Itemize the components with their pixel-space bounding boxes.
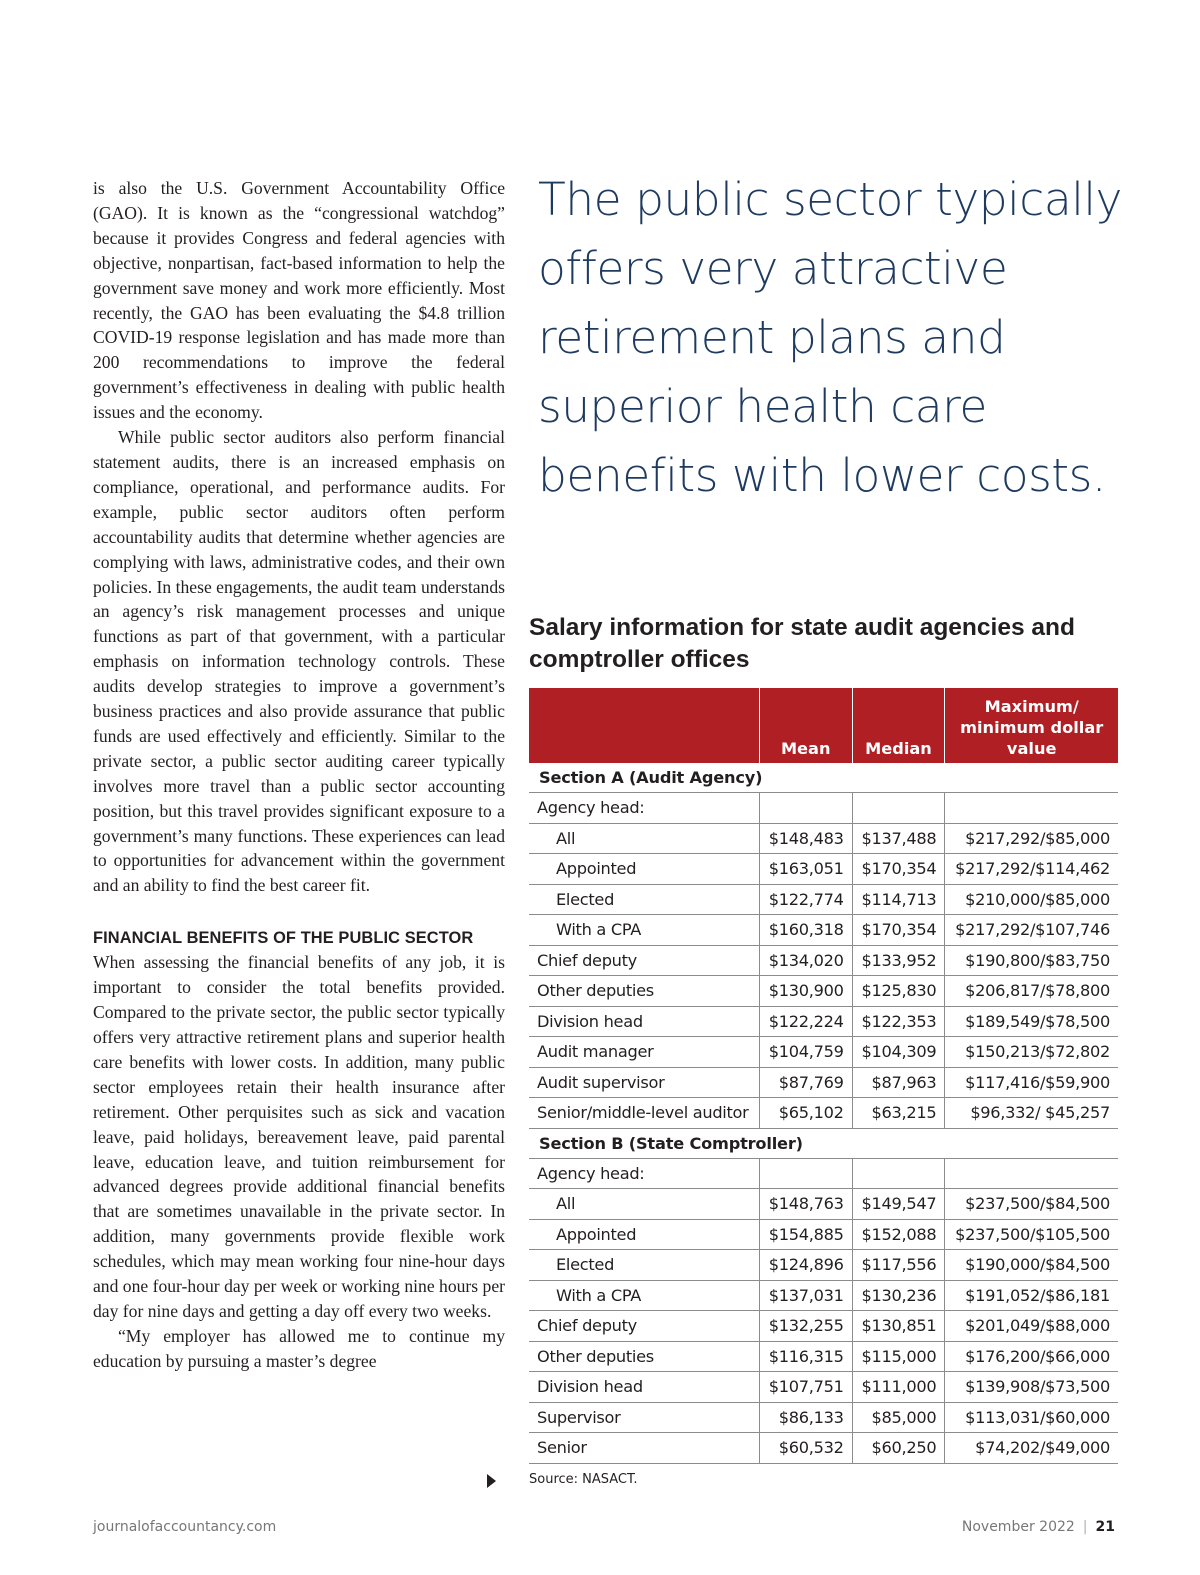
median-cell: $60,250 bbox=[852, 1433, 945, 1464]
section-row bbox=[529, 1128, 1118, 1158]
table-row bbox=[529, 945, 1118, 976]
table-header-row bbox=[529, 688, 1118, 763]
header-mean: Mean bbox=[759, 688, 852, 763]
mean-cell: $86,133 bbox=[759, 1402, 852, 1433]
median-cell: $115,000 bbox=[852, 1341, 945, 1372]
max-min-cell: $206,817/$78,800 bbox=[945, 976, 1118, 1007]
article-paragraph: While public sector auditors also perform financial statement audits, there is an increased emphasis on compliance, operational, and performance audits. For example, public sector auditors often perform accountability audits that determine whether agencies are complying with laws, administrative codes, and their own policies. In these engagements, the audit team understands an agency’s risk management processes and unique functions as part of that government, with a particular emphasis on information technology controls. These audits develop strategies to improve a government’s business practices and also provide assurance that public funds are used effectively and efficiently. Similar to the private sector, a public sector auditing career typically involves more travel than a public sector accounting position, but this travel provides significant exposure to a government’s many functions. These experiences can lead to opportunities for advancement within the government and an ability to find the best career fit. bbox=[93, 427, 505, 896]
article-paragraph: “My employer has allowed me to continue my education by pursuing a master’s degree bbox=[93, 1325, 505, 1371]
table-row bbox=[529, 1158, 1118, 1189]
max-min-cell: $217,292/$85,000 bbox=[945, 823, 1118, 854]
table-row bbox=[529, 1006, 1118, 1037]
table-row bbox=[529, 1250, 1118, 1281]
row-label: Other deputies bbox=[529, 1341, 759, 1372]
max-min-cell: $237,500/$105,500 bbox=[945, 1219, 1118, 1250]
max-min-cell: $210,000/$85,000 bbox=[945, 884, 1118, 915]
row-label: Audit supervisor bbox=[529, 1067, 759, 1098]
empty-cell bbox=[852, 793, 945, 824]
table-row bbox=[529, 1372, 1118, 1403]
mean-cell: $104,759 bbox=[759, 1037, 852, 1068]
table-row bbox=[529, 884, 1118, 915]
table-row bbox=[529, 1311, 1118, 1342]
max-min-cell: $139,908/$73,500 bbox=[945, 1372, 1118, 1403]
header-max-min: Maximum/ minimum dollar value bbox=[945, 688, 1118, 763]
max-min-cell: $191,052/$86,181 bbox=[945, 1280, 1118, 1311]
max-min-cell: $217,292/$114,462 bbox=[945, 854, 1118, 885]
row-label: Appointed bbox=[529, 854, 759, 885]
mean-cell: $122,774 bbox=[759, 884, 852, 915]
row-label: With a CPA bbox=[529, 915, 759, 946]
max-min-cell: $190,000/$84,500 bbox=[945, 1250, 1118, 1281]
median-cell: $63,215 bbox=[852, 1098, 945, 1129]
salary-table bbox=[529, 688, 1118, 1464]
median-cell: $117,556 bbox=[852, 1250, 945, 1281]
article-column bbox=[93, 176, 505, 1374]
table-row bbox=[529, 1433, 1118, 1464]
mean-cell: $116,315 bbox=[759, 1341, 852, 1372]
footer-page-info bbox=[962, 1519, 1115, 1535]
row-label: All bbox=[529, 1189, 759, 1220]
row-label: Agency head: bbox=[529, 1158, 759, 1189]
max-min-cell: $74,202/$49,000 bbox=[945, 1433, 1118, 1464]
table-row bbox=[529, 915, 1118, 946]
table-title: Salary information for state audit agencies and comptroller offices bbox=[529, 614, 1075, 673]
median-cell: $130,851 bbox=[852, 1311, 945, 1342]
footer-site: journalofaccountancy.com bbox=[93, 1519, 277, 1535]
mean-cell: $65,102 bbox=[759, 1098, 852, 1129]
table-row bbox=[529, 793, 1118, 824]
mean-cell: $87,769 bbox=[759, 1067, 852, 1098]
pull-quote: The public sector typically offers very attractive retirement plans and superior health care benefits with lower costs. bbox=[538, 173, 1122, 502]
section-title: Section B (State Comptroller) bbox=[529, 1128, 1118, 1158]
median-cell: $85,000 bbox=[852, 1402, 945, 1433]
mean-cell: $134,020 bbox=[759, 945, 852, 976]
continue-arrow-icon bbox=[487, 1474, 496, 1488]
table-row bbox=[529, 1098, 1118, 1129]
median-cell: $137,488 bbox=[852, 823, 945, 854]
table-row bbox=[529, 1189, 1118, 1220]
table-row bbox=[529, 823, 1118, 854]
row-label: Elected bbox=[529, 1250, 759, 1281]
table-row bbox=[529, 854, 1118, 885]
row-label: Other deputies bbox=[529, 976, 759, 1007]
article-paragraph: is also the U.S. Government Accountability Office (GAO). It is known as the “congressional watchdog” because it provides Congress and federal agencies with objective, nonpartisan, fact-based information to help the government save money and work more efficiently. Most recently, the GAO has been evaluating the $4.8 trillion COVID-19 response legislation and has made more than 200 recommendations to improve the federal government’s effectiveness in dealing with public health issues and the economy. bbox=[93, 178, 505, 423]
max-min-cell: $189,549/$78,500 bbox=[945, 1006, 1118, 1037]
header-median: Median bbox=[852, 688, 945, 763]
median-cell: $152,088 bbox=[852, 1219, 945, 1250]
table-row bbox=[529, 1402, 1118, 1433]
row-label: Supervisor bbox=[529, 1402, 759, 1433]
max-min-cell: $96,332/ $45,257 bbox=[945, 1098, 1118, 1129]
mean-cell: $148,483 bbox=[759, 823, 852, 854]
empty-cell bbox=[759, 1158, 852, 1189]
row-label: Audit manager bbox=[529, 1037, 759, 1068]
table-row bbox=[529, 1037, 1118, 1068]
row-label: Senior bbox=[529, 1433, 759, 1464]
median-cell: $87,963 bbox=[852, 1067, 945, 1098]
row-label: Appointed bbox=[529, 1219, 759, 1250]
header-label bbox=[529, 688, 759, 763]
max-min-cell: $150,213/$72,802 bbox=[945, 1037, 1118, 1068]
article-paragraph: When assessing the financial benefits of any job, it is important to consider the total benefits provided. Compared to the private sector, the public sector typically offers very attractive retirement plans and superior health care benefits with lower costs. In addition, many public sector employees retain their health insurance after retirement. Other perquisites such as sick and vacation leave, paid holidays, bereavement leave, paid parental leave, education leave, and tuition reimbursement for advanced degrees provide additional financial benefits that are sometimes unavailable in the private sector. In addition, many governments provide flexible work schedules, which may mean working four nine-hour days and one four-hour day per week or working nine hours per day for nine days and getting a day off every two weeks. bbox=[93, 952, 505, 1321]
row-label: Division head bbox=[529, 1006, 759, 1037]
row-label: All bbox=[529, 823, 759, 854]
table-row bbox=[529, 976, 1118, 1007]
table-row bbox=[529, 1280, 1118, 1311]
table-row bbox=[529, 1219, 1118, 1250]
row-label: Elected bbox=[529, 884, 759, 915]
table-row bbox=[529, 1341, 1118, 1372]
max-min-cell: $237,500/$84,500 bbox=[945, 1189, 1118, 1220]
median-cell: $170,354 bbox=[852, 915, 945, 946]
mean-cell: $124,896 bbox=[759, 1250, 852, 1281]
row-label: With a CPA bbox=[529, 1280, 759, 1311]
max-min-cell: $117,416/$59,900 bbox=[945, 1067, 1118, 1098]
max-min-cell: $190,800/$83,750 bbox=[945, 945, 1118, 976]
median-cell: $170,354 bbox=[852, 854, 945, 885]
median-cell: $125,830 bbox=[852, 976, 945, 1007]
max-min-cell: $201,049/$88,000 bbox=[945, 1311, 1118, 1342]
median-cell: $111,000 bbox=[852, 1372, 945, 1403]
median-cell: $114,713 bbox=[852, 884, 945, 915]
median-cell: $122,353 bbox=[852, 1006, 945, 1037]
median-cell: $104,309 bbox=[852, 1037, 945, 1068]
median-cell: $133,952 bbox=[852, 945, 945, 976]
table-source: Source: NASACT. bbox=[529, 1472, 638, 1487]
mean-cell: $137,031 bbox=[759, 1280, 852, 1311]
mean-cell: $148,763 bbox=[759, 1189, 852, 1220]
empty-cell bbox=[759, 793, 852, 824]
empty-cell bbox=[852, 1158, 945, 1189]
row-label: Division head bbox=[529, 1372, 759, 1403]
section-heading: FINANCIAL BENEFITS OF THE PUBLIC SECTOR bbox=[93, 929, 474, 948]
median-cell: $149,547 bbox=[852, 1189, 945, 1220]
mean-cell: $160,318 bbox=[759, 915, 852, 946]
section-title: Section A (Audit Agency) bbox=[529, 763, 1118, 793]
mean-cell: $130,900 bbox=[759, 976, 852, 1007]
mean-cell: $60,532 bbox=[759, 1433, 852, 1464]
empty-cell bbox=[945, 1158, 1118, 1189]
max-min-cell: $176,200/$66,000 bbox=[945, 1341, 1118, 1372]
table-row bbox=[529, 1067, 1118, 1098]
mean-cell: $107,751 bbox=[759, 1372, 852, 1403]
median-cell: $130,236 bbox=[852, 1280, 945, 1311]
mean-cell: $132,255 bbox=[759, 1311, 852, 1342]
row-label: Senior/middle-level auditor bbox=[529, 1098, 759, 1129]
empty-cell bbox=[945, 793, 1118, 824]
row-label: Chief deputy bbox=[529, 1311, 759, 1342]
mean-cell: $163,051 bbox=[759, 854, 852, 885]
max-min-cell: $113,031/$60,000 bbox=[945, 1402, 1118, 1433]
section-row bbox=[529, 763, 1118, 793]
page-number: 21 bbox=[1095, 1519, 1115, 1535]
row-label: Chief deputy bbox=[529, 945, 759, 976]
mean-cell: $154,885 bbox=[759, 1219, 852, 1250]
max-min-cell: $217,292/$107,746 bbox=[945, 915, 1118, 946]
footer-divider: | bbox=[1082, 1519, 1088, 1535]
footer-date: November 2022 bbox=[961, 1519, 1075, 1535]
row-label: Agency head: bbox=[529, 793, 759, 824]
mean-cell: $122,224 bbox=[759, 1006, 852, 1037]
